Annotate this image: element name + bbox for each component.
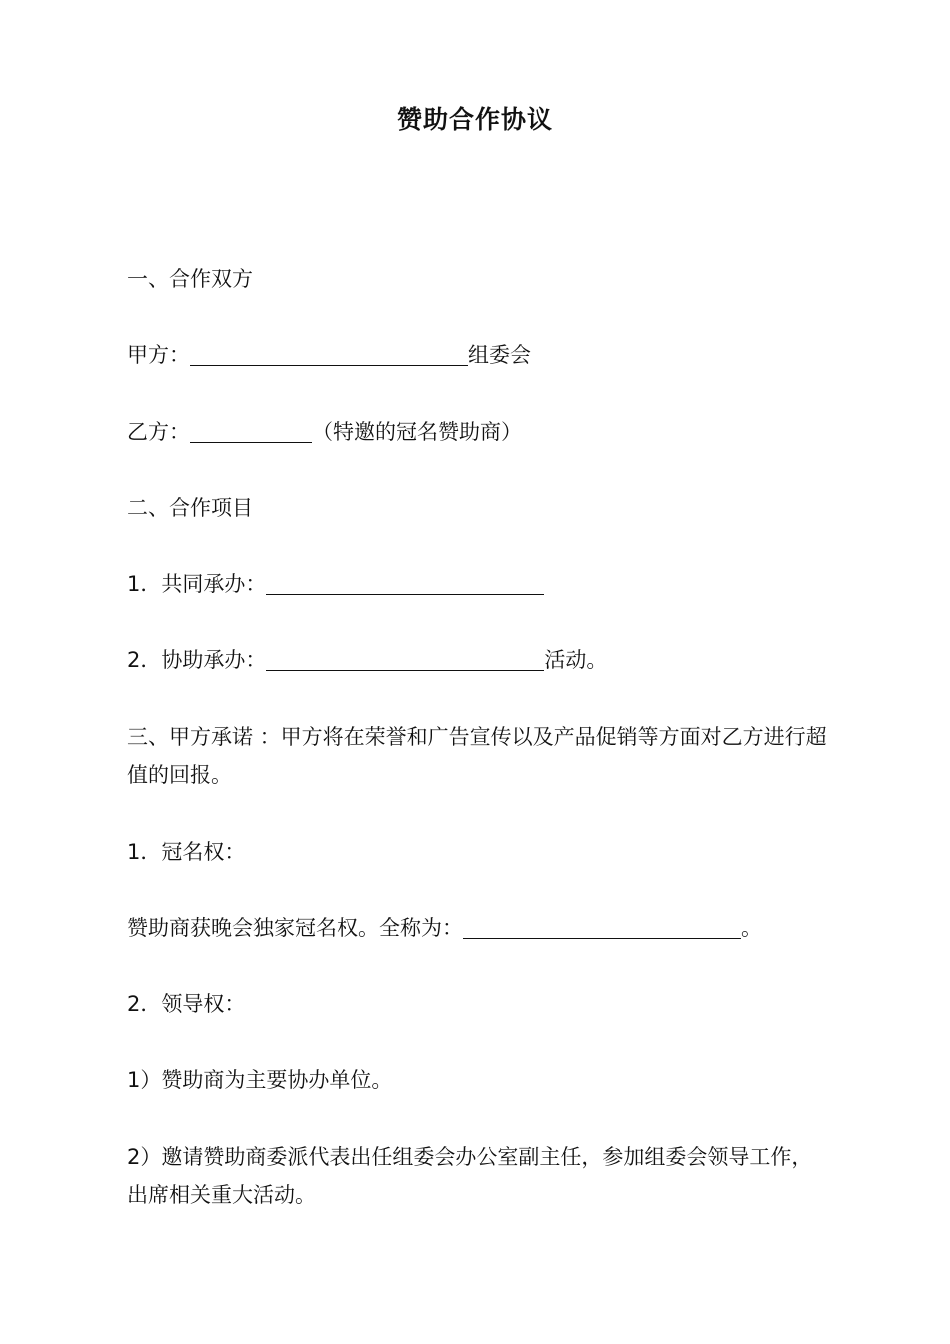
party-b-blank [190, 420, 312, 443]
item-1-line [127, 565, 827, 603]
party-a-prefix: 甲方： [127, 343, 190, 367]
party-a-line [127, 336, 827, 374]
naming-right-prefix: 赞助商获晚会独家冠名权。全称为： [127, 916, 463, 940]
item-2-prefix: 2．协助承办： [127, 648, 267, 672]
item-2-suffix: 活动。 [544, 648, 608, 672]
item-2-line [127, 641, 827, 679]
item-1-prefix: 1．共同承办： [127, 572, 267, 596]
party-b-suffix: （特邀的冠名赞助商） [312, 420, 522, 444]
naming-right-suffix: 。 [741, 916, 762, 940]
section-3-text: 三、甲方承诺 ：甲方将在荣誉和广告宣传以及产品促销等方面对乙方进行超值的回报。 [127, 725, 827, 787]
item-1-blank [266, 572, 544, 595]
document-title: 赞助合作协议 [396, 105, 553, 134]
leadership-heading: 2．领导权： [127, 992, 246, 1016]
naming-right-heading: 1．冠名权： [127, 840, 246, 864]
party-a-suffix: 组委会 [468, 343, 531, 367]
leadership-item-2: 2）邀请赞助商委派代表出任组委会办公室副主任，参加组委会领导工作，出席相关重大活动。 [127, 1145, 813, 1207]
leadership-item-1: 1）赞助商为主要协办单位。 [127, 1068, 393, 1092]
item-2-blank [266, 648, 544, 671]
section-1-heading: 一、合作双方 [127, 267, 253, 291]
section-2-heading: 二、合作项目 [127, 496, 253, 520]
naming-right-line [127, 909, 827, 947]
party-b-prefix: 乙方： [127, 420, 190, 444]
party-a-blank [190, 343, 468, 366]
naming-right-blank [463, 916, 741, 939]
party-b-line [127, 413, 827, 451]
